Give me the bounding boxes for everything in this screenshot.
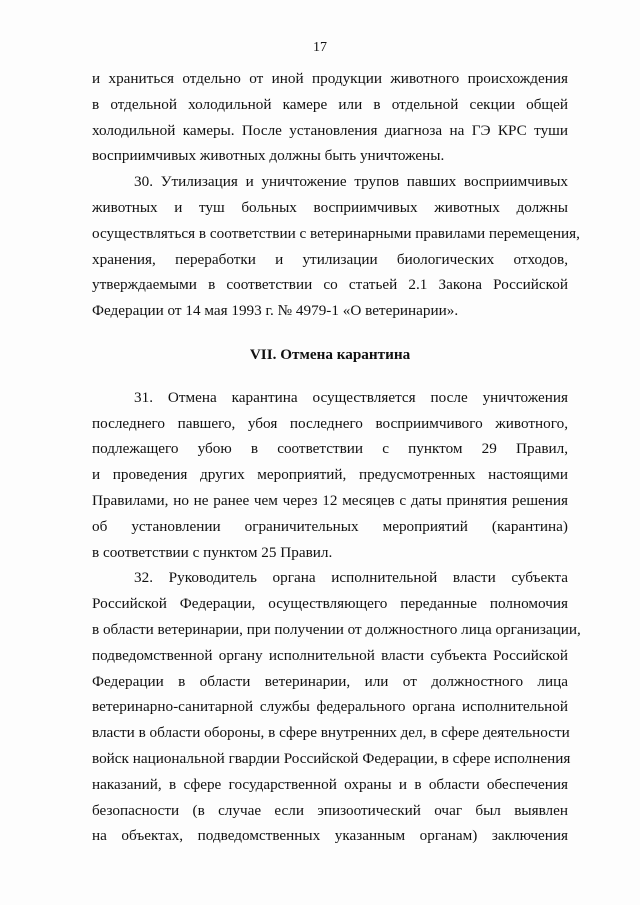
text-line: в области ветеринарии, при получении от должностного лица организации, (92, 620, 581, 638)
text-line: об установлении ограничительных мероприятий (карантина) (92, 517, 568, 535)
text-line: и храниться отдельно от иной продукции животного происхождения (92, 70, 568, 87)
text-line: 32. Руководитель органа исполнительной власти субъекта (134, 569, 568, 587)
text-line: войск национальной гвардии Российской Федерации, в сфере исполнения (92, 749, 571, 767)
text-line: подлежащего убою в соответствии с пунктом 29 Правил, (92, 440, 568, 458)
text-line: животных и туш больных восприимчивых животных должны (92, 198, 568, 216)
text-line: на объектах, подведомственных указанным органам) заключения (92, 827, 568, 845)
text-line: последнего павшего, убоя последнего восприимчивого животного, (92, 414, 568, 432)
paragraph-31 (92, 385, 568, 566)
page-number: 17 (313, 40, 327, 55)
paragraph-32 (92, 565, 581, 849)
text-line: утверждаемыми в соответствии со статьей 2.1 Закона Российской (92, 276, 568, 294)
text-line: Российской Федерации, осуществляющего переданные полномочия (92, 595, 568, 613)
text-line: подведомственной органу исполнительной власти субъекта Российской (92, 646, 568, 664)
text-line: в отдельной холодильной камере или в отдельной секции общей (92, 95, 568, 113)
text-line: 30. Утилизация и уничтожение трупов павших восприимчивых (134, 173, 568, 191)
text-line: и проведения других мероприятий, предусмотренных настоящими (92, 466, 568, 484)
text-line: Правилами, но не ранее чем через 12 месяцев с даты принятия решения (92, 491, 568, 509)
text-line: осуществляться в соответствии с ветеринарными правилами перемещения, (92, 224, 580, 242)
text-line: восприимчивых животных должны быть уничтожены. (92, 147, 445, 165)
text-line: ветеринарно-санитарной службы федерального органа исполнительной (92, 698, 568, 716)
text-line: Федерации от 14 мая 1993 г. № 4979-1 «О ветеринарии». (92, 302, 459, 320)
text-line: Федерации в области ветеринарии, или от должностного лица (92, 672, 568, 690)
text-line: хранения, переработки и утилизации биологических отходов, (92, 250, 568, 268)
paragraph-30 (92, 169, 580, 324)
text-line: 31. Отмена карантина осуществляется после уничтожения (134, 388, 568, 406)
text-line: холодильной камеры. После установления диагноза на ГЭ КРС туши (92, 121, 568, 139)
text-line: власти в области обороны, в сфере внутренних дел, в сфере деятельности (92, 724, 570, 742)
text-line: безопасности (в случае если эпизоотический очаг был выявлен (92, 801, 568, 819)
document-body (92, 66, 581, 849)
text-line: в соответствии с пунктом 25 Правил. (92, 543, 333, 561)
section-heading: VII. Отмена карантина (249, 345, 411, 363)
paragraph-continuation (92, 66, 568, 169)
text-line: наказаний, в сфере государственной охраны и в области обеспечения (92, 775, 568, 793)
